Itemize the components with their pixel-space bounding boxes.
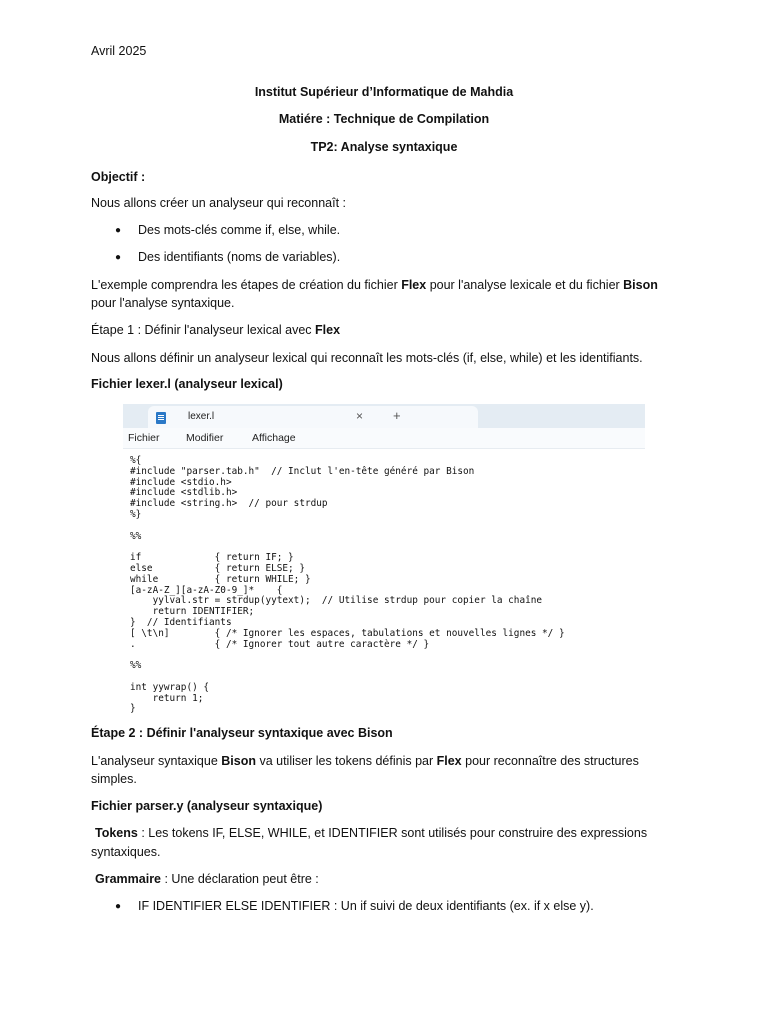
step2-description	[91, 752, 639, 770]
menu-affichage: Affichage	[252, 432, 296, 444]
bullet-marker: ●	[115, 252, 122, 263]
step2-heading: Étape 2 : Définir l'analyseur syntaxique avec Bison	[91, 726, 393, 740]
example-paragraph-line2: pour l'analyse syntaxique.	[91, 296, 235, 310]
step1-description: Nous allons définir un analyseur lexical qui reconnaît les mots-clés (if, else, while) et les identifiants.	[91, 351, 643, 365]
close-icon: ×	[356, 409, 364, 423]
bison-keyword: Bison	[221, 754, 256, 768]
example-paragraph	[91, 276, 658, 294]
plus-icon: +	[393, 408, 401, 423]
bullet-marker: ●	[115, 901, 122, 912]
step1-heading	[91, 321, 340, 339]
tp-title: TP2: Analyse syntaxique	[310, 140, 458, 154]
tokens-paragraph	[95, 824, 647, 842]
institution-title: Institut Supérieur d’Informatique de Mahdia	[254, 85, 514, 99]
step2-description-line2: simples.	[91, 772, 137, 786]
document-date: Avril 2025	[91, 44, 147, 58]
lexer-code-block: %{ #include "parser.tab.h" // Inclut l'en-tête généré par Bison #include <stdio.h> #include <stdlib.h> #include <string.h> // pour strdup %} %% if { return IF; } else { return ELSE; } while { return WHILE; } [a-zA-Z_][a-zA-Z0-9_]* { yylval.str = strdup(yytext); // Utilise strdup pour copier la chaîne return IDENTIFIER; } // Identifiants [ \t\n] { /* Ignorer les espaces, tabulations et nouvelles lignes */ } . { /* Ignorer tout autre caractère */ } %% int yywrap() { return 1; }	[130, 455, 565, 715]
list-item: Des mots-clés comme if, else, while.	[138, 223, 341, 237]
tokens-label: Tokens	[95, 826, 138, 840]
editor-tab-title: lexer.l	[188, 411, 215, 422]
subject-title: Matiére : Technique de Compilation	[278, 112, 490, 126]
flex-keyword: Flex	[315, 323, 341, 337]
step2-text: L'analyseur syntaxique	[91, 754, 222, 768]
bullet-marker: ●	[115, 225, 122, 236]
flex-keyword: Flex	[436, 754, 462, 768]
grammar-label: Grammaire	[95, 872, 162, 886]
menu-fichier: Fichier	[128, 432, 160, 444]
editor-tab	[148, 406, 478, 428]
example-text: pour l'analyse lexicale et du fichier	[426, 278, 624, 292]
objective-heading: Objectif :	[91, 170, 146, 184]
bison-keyword: Bison	[623, 278, 658, 292]
editor-menu-bar	[123, 428, 645, 449]
example-text: L'exemple comprendra les étapes de création du fichier	[91, 278, 402, 292]
grammar-text: : Une déclaration peut être :	[161, 872, 319, 886]
step2-text: pour reconnaître des structures	[461, 754, 639, 768]
parser-heading: Fichier parser.y (analyseur syntaxique)	[91, 799, 323, 813]
tokens-paragraph-line2: syntaxiques.	[91, 845, 161, 859]
menu-modifier: Modifier	[186, 432, 224, 444]
editor-tab-bar	[123, 404, 645, 428]
lexer-editor-screenshot	[123, 404, 645, 716]
lexer-heading: Fichier lexer.l (analyseur lexical)	[91, 377, 283, 391]
list-item: Des identifiants (noms de variables).	[138, 250, 341, 264]
flex-keyword: Flex	[401, 278, 427, 292]
step1-text: Étape 1 : Définir l'analyseur lexical avec	[91, 323, 316, 337]
grammar-paragraph	[95, 870, 319, 888]
notepad-file-icon	[156, 412, 166, 424]
intro-paragraph: Nous allons créer un analyseur qui reconnaît :	[91, 196, 347, 210]
tokens-text: : Les tokens IF, ELSE, WHILE, et IDENTIFIER sont utilisés pour construire des expressions	[137, 826, 648, 840]
list-item: IF IDENTIFIER ELSE IDENTIFIER : Un if suivi de deux identifiants (ex. if x else y).	[138, 899, 594, 913]
step2-text: va utiliser les tokens définis par	[255, 754, 437, 768]
